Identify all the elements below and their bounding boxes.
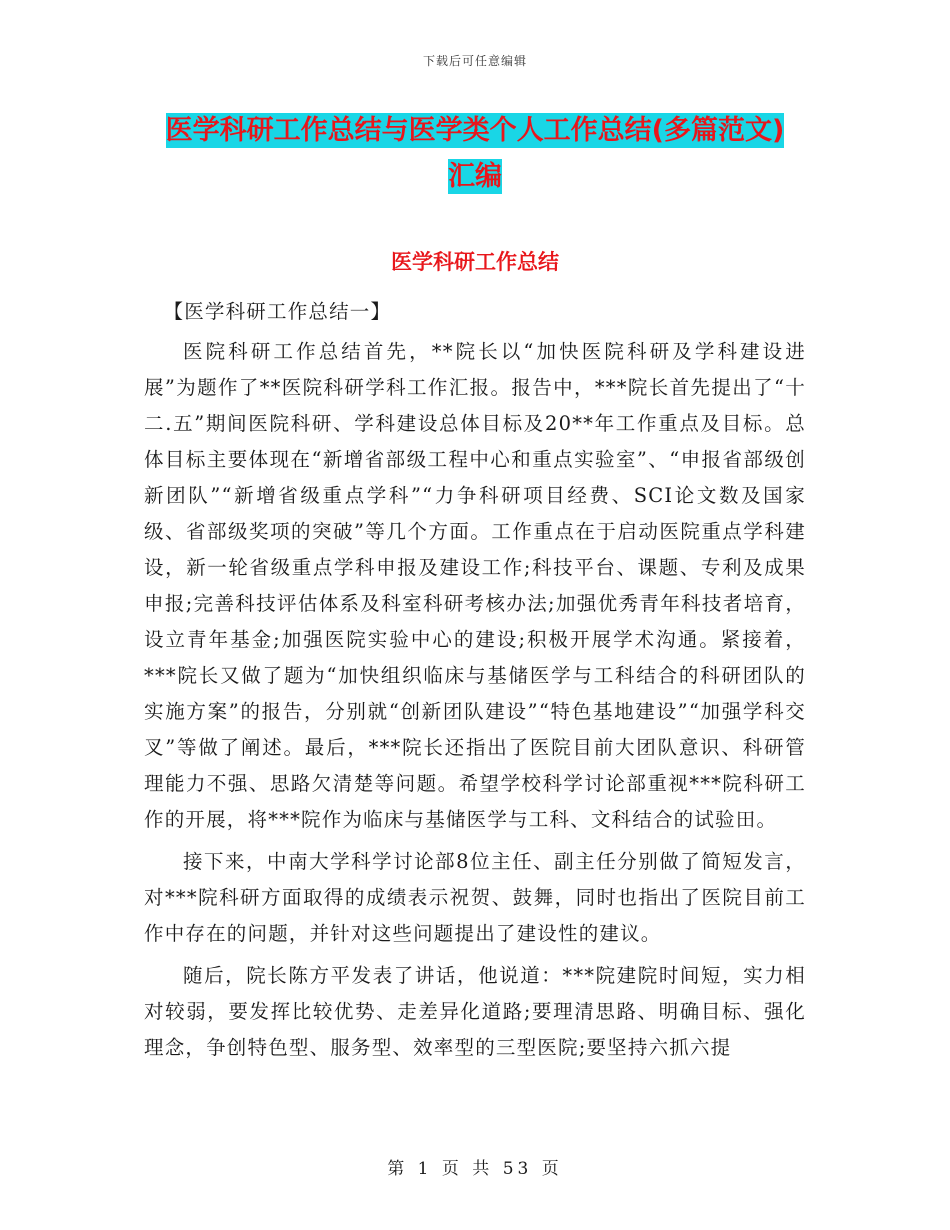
document-title <box>120 108 830 200</box>
paragraph-1: 医院科研工作总结首先，**院长以“加快医院科研及学科建设进展”为题作了**医院科研学科工作汇报。报告中，***院长首先提出了“十二.五”期间医院科研、学科建设总体目标及20**年工作重点及目标。总体目标主要体现在“新增省部级工程中心和重点实验室”、“申报省部级创新团队”“新增省级重点学科”“力争科研项目经费、SCI论文数及国家级、省部级奖项的突破”等几个方面。工作重点在于启动医院重点学科建设，新一轮省级重点学科申报及建设工作;科技平台、课题、专利及成果申报;完善科技评估体系及科室科研考核办法;加强优秀青年科技者培育，设立青年基金;加强医院实验中心的建设;积极开展学术沟通。紧接着，***院长又做了题为“加快组织临床与基储医学与工科结合的科研团队的实施方案”的报告，分别就“创新团队建设”“特色基地建设”“加强学科交叉”等做了阐述。最后，***院长还指出了医院目前大团队意识、科研管理能力不强、思路欠清楚等问题。希望学校科学讨论部重视***院科研工作的开展，将***院作为临床与基储医学与工科、文科结合的试验田。 <box>144 340 806 831</box>
sub-heading: 【医学科研工作总结一】 <box>163 300 392 323</box>
document-title-line2: 汇编 <box>448 161 502 192</box>
paragraph-2: 接下来，中南大学科学讨论部8位主任、副主任分别做了简短发言，对***院科研方面取得的成绩表示祝贺、鼓舞，同时也指出了医院目前工作中存在的问题，并针对这些问题提出了建设性的建议。 <box>144 850 806 945</box>
header-note: 下载后可任意编辑 <box>422 54 527 68</box>
paragraph-3: 随后，院长陈方平发表了讲话，他说道：***院建院时间短，实力相对较弱，要发挥比较优势、走差异化道路;要理清思路、明确目标、强化理念，争创特色型、服务型、效率型的三型医院;要坚持六抓六提 <box>144 964 806 1059</box>
document-title-line1: 医学科研工作总结与医学类个人工作总结(多篇范文) <box>165 115 785 146</box>
page-footer: 第 1 页 共 53 页 <box>387 1159 563 1179</box>
section-title: 医学科研工作总结 <box>391 250 559 274</box>
document-body <box>144 294 806 1072</box>
